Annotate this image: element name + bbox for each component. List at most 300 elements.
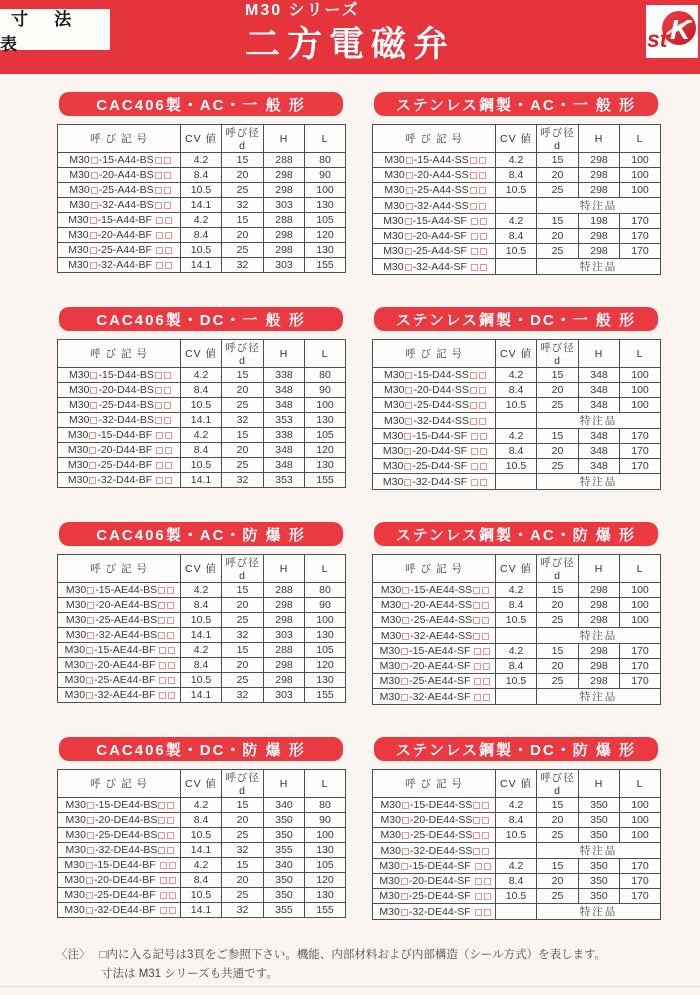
placeholder-square-icon [165,462,172,469]
diameter-cell: 20 [222,383,264,398]
table-head [373,555,661,583]
length-cell: 130 [305,458,346,473]
length-cell: 155 [305,473,346,488]
column-header: 呼び径 d [222,555,264,583]
placeholder-square-icon [86,892,93,899]
model-cell: M30 -25-A44-SF [373,244,496,259]
cv-value-cell: 4.2 [496,798,537,813]
placeholder-square-icon [406,187,413,194]
length-cell: 170 [620,874,661,889]
placeholder-square-icon [165,477,172,484]
header-row [58,770,346,798]
table-row [373,583,661,598]
placeholder-square-icon [156,262,163,269]
length-cell: 100 [620,598,661,613]
height-cell: 350 [579,889,620,904]
placeholder-square-icon [168,692,175,699]
placeholder-square-icon [471,233,478,240]
table-body [373,583,661,705]
cv-value-cell: 10.5 [496,459,537,474]
placeholder-square-icon [165,217,172,224]
model-cell: M30 -20-DE44-BF [58,873,181,888]
model-cell: M30 -25-D44-BS [58,398,181,413]
column-header: H [264,340,305,368]
diameter-cell: 15 [537,859,579,874]
length-cell: 130 [305,628,346,643]
length-cell: 100 [620,398,661,413]
placeholder-square-icon [480,479,487,486]
model-cell: M30 -20-DE44-SF [373,874,496,889]
table-row [373,598,661,613]
placeholder-square-icon [160,907,167,914]
placeholder-square-icon [471,218,478,225]
height-cell: 350 [264,873,305,888]
placeholder-square-icon [482,587,489,594]
cv-value-cell: 8.4 [496,813,537,828]
placeholder-square-icon [155,372,162,379]
placeholder-square-icon [156,217,163,224]
height-cell: 298 [264,613,305,628]
table-row [58,198,346,213]
length-cell: 130 [305,888,346,903]
placeholder-square-icon [86,647,93,654]
height-cell: 198 [579,214,620,229]
placeholder-square-icon [159,662,166,669]
placeholder-square-icon [165,447,172,454]
placeholder-square-icon [480,448,487,455]
placeholder-square-icon [482,832,489,839]
placeholder-square-icon [167,847,174,854]
diameter-cell: 20 [222,658,264,673]
placeholder-square-icon [474,694,481,701]
placeholder-square-icon [470,172,477,179]
table-row [58,383,346,398]
table-row [373,229,661,244]
table-row [58,258,346,273]
table-row [373,214,661,229]
table-body [373,798,661,920]
spec-section [372,737,660,952]
placeholder-square-icon [405,264,412,271]
diameter-cell: 25 [537,889,579,904]
placeholder-square-icon [90,372,97,379]
cv-value-cell: 10.5 [181,398,222,413]
length-cell: 100 [305,828,346,843]
spec-table [372,339,661,490]
model-cell: M30 -15-DE44-SS [373,798,496,813]
placeholder-square-icon [401,909,408,916]
placeholder-square-icon [474,663,481,670]
cv-value-cell: 4.2 [181,428,222,443]
placeholder-square-icon [480,264,487,271]
header-row [58,555,346,583]
height-cell: 350 [579,828,620,843]
diameter-cell: 20 [537,444,579,459]
placeholder-square-icon [404,479,411,486]
model-cell: M30 -25-AE44-SF [373,674,496,689]
placeholder-square-icon [89,462,96,469]
placeholder-square-icon [156,432,163,439]
height-cell: 303 [264,628,305,643]
placeholder-square-icon [90,232,97,239]
table-row [373,798,661,813]
placeholder-square-icon [479,372,486,379]
placeholder-square-icon [471,433,478,440]
placeholder-square-icon [169,862,176,869]
model-cell: M30 -32-AE44-SS [373,628,496,644]
section-title: ステンレス鋼製・DC・防 爆 形 [374,737,658,761]
table-head [58,125,346,153]
placeholder-square-icon [155,402,162,409]
placeholder-square-icon [87,832,94,839]
diameter-cell: 25 [537,398,579,413]
height-cell: 350 [264,888,305,903]
placeholder-square-icon [158,587,165,594]
model-cell: M30 -25-DE44-SF [373,889,496,904]
model-cell: M30 -20-D44-BF [58,443,181,458]
column-header: H [264,555,305,583]
placeholder-square-icon [158,847,165,854]
cv-value-cell: 10.5 [181,458,222,473]
footnote-line-2: 寸法は M31 シリーズも共通です。 [101,968,278,980]
length-cell: 100 [305,183,346,198]
placeholder-square-icon [483,694,490,701]
svg-text:K: K [670,14,691,45]
length-cell: 170 [620,859,661,874]
placeholder-square-icon [484,863,491,870]
header-row [58,125,346,153]
table-row [373,183,661,198]
cv-value-cell: 14.1 [181,258,222,273]
placeholder-square-icon [164,187,171,194]
placeholder-square-icon [482,602,489,609]
spec-section [57,737,345,952]
placeholder-square-icon [470,203,477,210]
model-cell: M30 -32-AE44-BF [58,688,181,703]
placeholder-square-icon [482,617,489,624]
column-header: 呼び径 d [537,340,579,368]
placeholder-square-icon [165,232,172,239]
placeholder-square-icon [401,678,408,685]
diameter-cell: 32 [222,198,264,213]
table-row [373,659,661,674]
table-row [373,644,661,659]
diameter-cell: 25 [537,459,579,474]
table-head [373,340,661,368]
model-cell: M30 -20-D44-SS [373,383,496,398]
height-cell: 340 [264,798,305,813]
model-cell: M30 -25-A44-BF [58,243,181,258]
placeholder-square-icon [402,832,409,839]
placeholder-square-icon [86,877,93,884]
special-order-cell: 特注品 [537,904,661,920]
diameter-cell: 20 [222,598,264,613]
height-cell: 340 [264,858,305,873]
model-cell: M30 -15-AE44-SS [373,583,496,598]
placeholder-square-icon [480,248,487,255]
table-row [373,198,661,214]
placeholder-square-icon [473,602,480,609]
placeholder-square-icon [158,817,165,824]
placeholder-square-icon [480,218,487,225]
placeholder-square-icon [471,479,478,486]
height-cell: 355 [264,903,305,918]
length-cell: 130 [305,243,346,258]
table-row [58,228,346,243]
placeholder-square-icon [406,157,413,164]
section-title: CAC406製・DC・防 爆 形 [59,737,343,761]
cv-value-cell: 8.4 [181,383,222,398]
table-row [373,429,661,444]
table-row [58,843,346,858]
spec-section [57,92,345,307]
diameter-cell: 15 [537,368,579,383]
column-header: 呼 び 記 号 [58,555,181,583]
model-cell: M30 -20-D44-SF [373,444,496,459]
cv-value-cell: 8.4 [181,168,222,183]
placeholder-square-icon [164,387,171,394]
height-cell: 298 [579,168,620,183]
table-row [58,213,346,228]
length-cell: 170 [620,659,661,674]
model-cell: M30 -25-A44-SS [373,183,496,198]
placeholder-square-icon [155,417,162,424]
footnote-text-1: □内に入る記号は3頁をご参照下さい。機能、内部材料および内部構造（シール方式）を表します。 [99,949,607,961]
model-cell: M30 -15-D44-SS [373,368,496,383]
model-cell: M30 -20-DE44-SS [373,813,496,828]
placeholder-square-icon [89,477,96,484]
placeholder-square-icon [87,847,94,854]
table-row [58,888,346,903]
model-cell: M30 -15-D44-SF [373,429,496,444]
table-row [58,428,346,443]
length-cell: 100 [620,153,661,168]
diameter-cell: 20 [537,874,579,889]
height-cell: 288 [264,213,305,228]
model-cell: M30 -15-AE44-BS [58,583,181,598]
cv-value-cell: 14.1 [181,903,222,918]
placeholder-square-icon [471,264,478,271]
model-cell: M30 -20-D44-BS [58,383,181,398]
model-cell: M30 -32-DE44-SS [373,843,496,859]
spec-table [57,769,346,918]
placeholder-square-icon [479,418,486,425]
placeholder-square-icon [406,203,413,210]
placeholder-square-icon [167,602,174,609]
placeholder-square-icon [479,203,486,210]
placeholder-square-icon [87,602,94,609]
height-cell: 298 [264,183,305,198]
special-order-cell: 特注品 [537,474,661,490]
cv-value-cell: 4.2 [496,153,537,168]
table-row [373,843,661,859]
placeholder-square-icon [168,647,175,654]
cv-value-cell: 4.2 [496,214,537,229]
table-row [58,873,346,888]
table-row [58,458,346,473]
length-cell: 100 [620,798,661,813]
table-row [58,598,346,613]
placeholder-square-icon [406,172,413,179]
table-head [58,340,346,368]
length-cell: 120 [305,658,346,673]
table-row [58,673,346,688]
length-cell: 80 [305,368,346,383]
table-row [373,889,661,904]
table-row [373,874,661,889]
model-cell: M30 -25-D44-BF [58,458,181,473]
cv-value-cell: 8.4 [181,658,222,673]
placeholder-square-icon [156,462,163,469]
column-header: 呼 び 記 号 [373,555,496,583]
placeholder-square-icon [470,418,477,425]
cv-value-cell [496,413,537,429]
model-cell: M30 -20-AE44-SF [373,659,496,674]
placeholder-square-icon [401,863,408,870]
length-cell: 170 [620,229,661,244]
placeholder-square-icon [405,248,412,255]
placeholder-square-icon [405,387,412,394]
diameter-cell: 20 [222,168,264,183]
length-cell: 170 [620,244,661,259]
height-cell: 298 [264,673,305,688]
header-row [373,340,661,368]
table-row [58,398,346,413]
column-header: CV 値 [496,770,537,798]
model-cell: M30 -20-A44-SS [373,168,496,183]
placeholder-square-icon [155,202,162,209]
table-row [58,413,346,428]
placeholder-square-icon [480,463,487,470]
diameter-cell: 15 [537,429,579,444]
model-cell: M30 -25-AE44-BF [58,673,181,688]
length-cell: 100 [620,828,661,843]
table-row [373,474,661,490]
height-cell: 348 [579,459,620,474]
placeholder-square-icon [169,892,176,899]
column-header: H [264,770,305,798]
cv-value-cell: 14.1 [181,473,222,488]
length-cell: 80 [305,583,346,598]
column-header: 呼び径 d [222,340,264,368]
diameter-cell: 15 [537,798,579,813]
placeholder-square-icon [402,848,409,855]
diameter-cell: 15 [537,214,579,229]
table-row [373,689,661,705]
model-cell: M30 -32-DE44-BF [58,903,181,918]
model-cell: M30 -32-AE44-SF [373,689,496,705]
table-row [373,674,661,689]
cv-value-cell [496,259,537,275]
height-cell: 303 [264,258,305,273]
cv-value-cell: 10.5 [181,673,222,688]
footnote-line-1 [56,947,606,964]
column-header: 呼び径 d [537,770,579,798]
model-cell: M30 -32-D44-BS [58,413,181,428]
placeholder-square-icon [160,877,167,884]
column-header: H [579,340,620,368]
model-cell: M30 -15-A44-BS [58,153,181,168]
placeholder-square-icon [471,448,478,455]
model-cell: M30 -15-DE44-BS [58,798,181,813]
cv-value-cell [496,628,537,644]
special-order-cell: 特注品 [537,259,661,275]
model-cell: M30 -15-D44-BS [58,368,181,383]
placeholder-square-icon [482,817,489,824]
placeholder-square-icon [90,387,97,394]
placeholder-square-icon [480,233,487,240]
placeholder-square-icon [484,893,491,900]
table-row [58,688,346,703]
cv-value-cell: 8.4 [181,598,222,613]
placeholder-square-icon [405,372,412,379]
diameter-cell: 15 [222,153,264,168]
placeholder-square-icon [156,232,163,239]
column-header: CV 値 [496,125,537,153]
spec-table [372,554,661,705]
length-cell: 90 [305,383,346,398]
diameter-cell: 32 [222,903,264,918]
model-cell: M30 -32-A44-SF [373,259,496,275]
height-cell: 348 [264,443,305,458]
height-cell: 353 [264,413,305,428]
placeholder-square-icon [402,633,409,640]
placeholder-square-icon [158,632,165,639]
cv-value-cell: 14.1 [181,413,222,428]
model-cell: M30 -32-DE44-BS [58,843,181,858]
placeholder-square-icon [155,157,162,164]
placeholder-square-icon [86,862,93,869]
height-cell: 350 [579,859,620,874]
placeholder-square-icon [479,402,486,409]
length-cell: 120 [305,228,346,243]
height-cell: 298 [579,598,620,613]
placeholder-square-icon [159,677,166,684]
diameter-cell: 15 [537,153,579,168]
placeholder-square-icon [164,172,171,179]
cv-value-cell: 10.5 [496,889,537,904]
cv-value-cell: 8.4 [496,659,537,674]
special-order-cell: 特注品 [537,198,661,214]
footnote [56,947,606,983]
placeholder-square-icon [402,602,409,609]
height-cell: 348 [264,398,305,413]
placeholder-square-icon [475,909,482,916]
column-header: H [579,770,620,798]
table-head [58,555,346,583]
table-row [373,383,661,398]
diameter-cell: 15 [222,428,264,443]
placeholder-square-icon [91,157,98,164]
placeholder-square-icon [484,909,491,916]
placeholder-square-icon [404,433,411,440]
diameter-cell: 20 [537,383,579,398]
placeholder-square-icon [90,247,97,254]
diameter-cell: 20 [537,229,579,244]
height-cell: 348 [579,429,620,444]
placeholder-square-icon [473,817,480,824]
placeholder-square-icon [164,402,171,409]
model-cell: M30 -20-A44-SF [373,229,496,244]
table-row [58,903,346,918]
placeholder-square-icon [159,692,166,699]
spec-section [372,522,660,737]
model-cell: M30 -25-DE44-BS [58,828,181,843]
cv-value-cell: 4.2 [181,643,222,658]
model-cell: M30 -15-AE44-BF [58,643,181,658]
cv-value-cell: 4.2 [181,368,222,383]
section-title: ステンレス鋼製・DC・一 般 形 [374,307,658,331]
